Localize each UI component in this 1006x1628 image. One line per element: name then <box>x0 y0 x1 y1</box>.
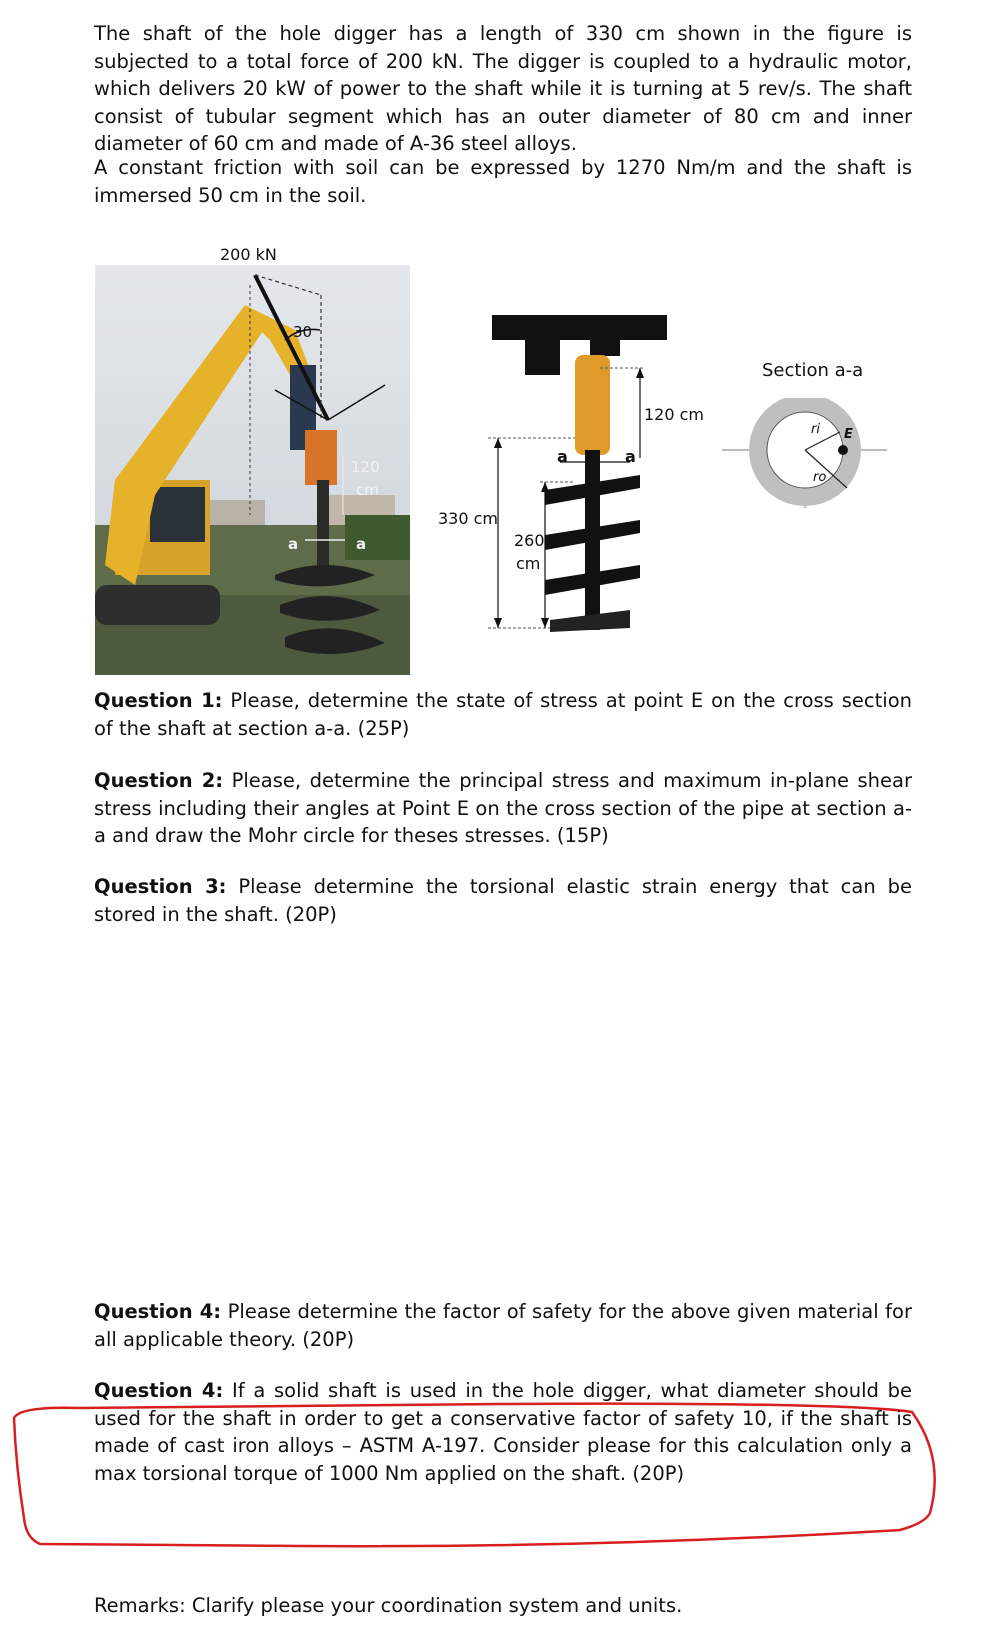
auger-length-unit: cm <box>516 554 541 573</box>
force-label: 200 kN <box>220 245 277 264</box>
question-3 <box>94 873 912 928</box>
question-4b <box>94 1377 912 1487</box>
upper-length-label: 120 cm <box>644 405 705 424</box>
question-4b-label: Question 4: <box>94 1379 224 1402</box>
angle-label: 30 <box>293 323 313 341</box>
question-4a-text: Please determine the factor of safety for the above given material for all applicable theory. (20P) <box>94 1300 912 1351</box>
question-2-label: Question 2: <box>94 769 224 792</box>
auger-length-value: 260 <box>514 531 545 550</box>
photo-length-value: 120 <box>351 458 380 476</box>
question-4a <box>94 1298 912 1353</box>
intro-paragraph-1: The shaft of the hole digger has a length of 330 cm shown in the figure is subjected to a total force of 200 kN. The digger is coupled to a hydraulic motor, which delivers 20 kW of power to the shaft while it is turning at 5 rev/s. The shaft consist of tubular segment which has an outer diameter of 80 cm and inner diameter of 60 cm and made of A-36 steel alloys. <box>94 22 912 155</box>
inner-radius-label: ri <box>811 422 820 437</box>
section-title: Section a-a <box>762 360 864 381</box>
question-2-text: Please, determine the principal stress and maximum in-plane shear stress including their angles at Point E on the cross section of the pipe at section a-a and draw the Mohr circle for theses stresses. (15P) <box>94 769 912 847</box>
intro-paragraph-2: A constant friction with soil can be expressed by 1270 Nm/m and the shaft is immersed 50 cm in the soil. <box>94 156 912 207</box>
question-1 <box>94 687 912 742</box>
question-2 <box>94 767 912 850</box>
drawing-section-left: a <box>557 447 568 466</box>
point-e-label: E <box>844 427 853 442</box>
section-diagram <box>722 398 892 518</box>
remarks: Remarks: Clarify please your coordination system and units. <box>94 1594 683 1617</box>
question-3-text: Please determine the torsional elastic strain energy that can be stored in the shaft. (20P) <box>94 875 912 926</box>
drawing-section-right: a <box>625 447 636 466</box>
photo-length-unit: cm <box>356 481 379 499</box>
outer-radius-label: ro <box>813 470 827 485</box>
question-3-label: Question 3: <box>94 875 227 898</box>
photo-section-left: a <box>288 535 299 553</box>
question-1-text: Please, determine the state of stress at point E on the cross section of the shaft at section a-a. (25P) <box>94 689 912 740</box>
question-4b-text: If a solid shaft is used in the hole digger, what diameter should be used for the shaft in order to get a conservative factor of safety 10, if the shaft is made of cast iron alloys – ASTM A-197. Consider please for this calculation only a max torsional torque of 1000 Nm applied on the shaft. (20P) <box>94 1379 912 1485</box>
auger-drawing <box>440 310 690 640</box>
total-length-label: 330 cm <box>438 509 499 528</box>
question-4a-label: Question 4: <box>94 1300 222 1323</box>
photo-section-right: a <box>356 535 367 553</box>
question-1-label: Question 1: <box>94 689 223 712</box>
